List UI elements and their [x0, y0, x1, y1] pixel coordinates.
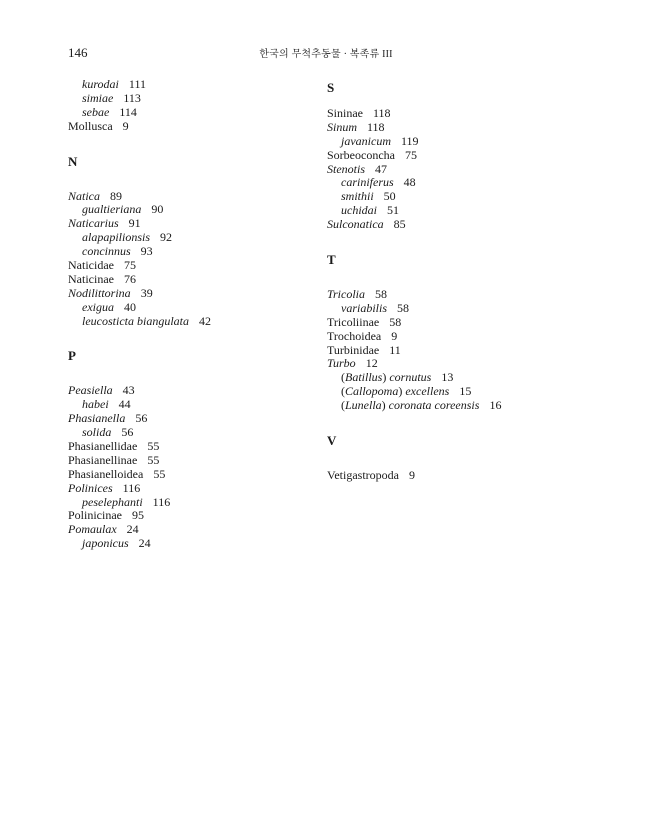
index-entry-page: 91	[128, 216, 141, 231]
index-entry	[327, 176, 501, 190]
index-entry-page: 95	[132, 508, 144, 523]
index-group-p	[68, 384, 211, 551]
index-entry-term: Phasianella	[68, 411, 126, 426]
index-entry	[327, 218, 501, 232]
index-entry-page: 11	[389, 342, 401, 357]
index-entry-term-part: )	[398, 384, 406, 399]
index-entry-page: 56	[135, 411, 148, 426]
index-entry-page: 43	[122, 383, 135, 398]
index-entry	[327, 469, 501, 483]
index-entry-term: cariniferus	[341, 175, 394, 190]
index-entry	[327, 204, 501, 218]
index-entry	[68, 259, 211, 273]
index-column-right	[327, 78, 501, 483]
index-entry-term: Polinicinae	[68, 508, 122, 523]
index-entry	[68, 398, 211, 412]
index-entry-term: japonicus	[82, 536, 129, 551]
index-entry-page: 76	[123, 271, 136, 286]
index-entry-term: Phasianellinae	[68, 452, 138, 467]
index-entry-term: Natica	[68, 188, 100, 203]
index-entry-page: 114	[119, 104, 137, 119]
index-entry-page: 55	[153, 466, 166, 481]
index-entry-term: Mollusca	[68, 118, 113, 133]
index-entry-page: 85	[393, 217, 406, 232]
index-entry-page: 50	[383, 189, 396, 204]
index-entry-term-part: (	[341, 398, 345, 413]
index-entry-page: 51	[387, 203, 399, 218]
index-entry-term-part: Lunella	[345, 398, 382, 413]
index-entry-term-part: (	[341, 370, 345, 385]
index-entry	[68, 120, 211, 134]
index-entry-term: Turbo	[327, 356, 356, 371]
index-entry	[68, 509, 211, 523]
index-group-continued	[68, 78, 211, 134]
index-entry-page: 24	[126, 522, 139, 537]
index-entry	[68, 231, 211, 245]
index-entry	[327, 316, 501, 330]
index-entry-page: 58	[375, 287, 388, 302]
index-entry-page: 93	[140, 244, 153, 259]
index-entry-term: Naticidae	[68, 258, 114, 273]
index-entry-term: Nodilittorina	[68, 285, 131, 300]
index-entry-term: alapapilionsis	[82, 230, 151, 245]
index-entry-term-part: cornutus	[389, 370, 432, 385]
index-entry-term: Stenotis	[327, 161, 365, 176]
index-entry	[68, 315, 211, 329]
index-entry-page: 116	[122, 480, 141, 495]
index-entry-term: Sinum	[327, 119, 357, 134]
index-group-n	[68, 190, 211, 329]
index-entry	[327, 344, 501, 358]
index-entry-term: kurodai	[82, 77, 119, 91]
index-entry	[68, 496, 211, 510]
running-title: 한국의 무척추동물 · 복족류 III	[259, 49, 393, 60]
index-entry-term: Naticarius	[68, 216, 119, 231]
index-entry-term: Sorbeoconcha	[327, 147, 395, 162]
index-entry-term: Sulconatica	[327, 217, 384, 232]
index-entry	[327, 357, 501, 371]
index-entry-page: 42	[199, 313, 211, 328]
index-entry-page: 75	[404, 147, 417, 162]
index-entry-term: concinnus	[82, 244, 131, 259]
index-entry-term-part: (	[341, 384, 345, 399]
index-entry-page: 58	[389, 314, 402, 329]
index-entry-page: 75	[123, 258, 136, 273]
index-entry	[327, 371, 501, 385]
index-entry	[327, 107, 501, 121]
index-entry	[68, 190, 211, 204]
index-entry-term-part: Batillus	[345, 370, 383, 385]
index-entry-page: 9	[122, 118, 129, 133]
index-entry	[68, 468, 211, 482]
index-entry-page: 111	[128, 77, 146, 91]
index-entry-page: 118	[367, 119, 385, 134]
index-entry	[68, 273, 211, 287]
index-entry-term: sebae	[82, 104, 110, 119]
index-letter-p: P	[68, 348, 76, 364]
index-entry-page: 90	[151, 202, 164, 217]
index-entry-term: exigua	[82, 299, 114, 314]
index-entry-page: 89	[110, 188, 122, 203]
index-entry-page: 9	[408, 468, 415, 483]
index-entry-term: Tricolia	[327, 287, 366, 302]
index-entry-term: Vetigastropoda	[327, 468, 399, 483]
index-entry-page: 56	[121, 425, 134, 440]
index-entry	[327, 163, 501, 177]
index-entry	[327, 121, 501, 135]
index-entry-page: 47	[375, 161, 387, 176]
index-entry-page: 119	[401, 133, 419, 148]
index-entry-page: 118	[373, 106, 391, 120]
index-entry	[68, 301, 211, 315]
index-entry	[68, 384, 211, 398]
index-entry	[327, 190, 501, 204]
index-entry-term: smithii	[341, 189, 374, 204]
index-entry-term-part: excellens	[405, 384, 450, 399]
index-entry-term: Trochoidea	[327, 328, 382, 343]
index-entry-term: leucosticta biangulata	[82, 313, 189, 328]
index-entry-page: 13	[441, 370, 454, 385]
index-entry-page: 44	[118, 397, 131, 412]
index-entry	[68, 482, 211, 496]
index-entry-page: 12	[365, 356, 378, 371]
index-letter-v: V	[327, 433, 337, 449]
index-group-s	[327, 107, 501, 232]
index-entry	[68, 426, 211, 440]
index-entry-page: 39	[140, 285, 153, 300]
index-entry	[68, 106, 211, 120]
index-entry	[327, 399, 501, 413]
index-entry-page: 24	[138, 536, 151, 551]
index-letter-n: N	[68, 153, 78, 169]
index-column-left	[68, 78, 211, 551]
index-entry-page: 48	[403, 175, 416, 190]
page-number: 146	[68, 45, 88, 60]
index-entry-term: Pomaulax	[68, 522, 117, 537]
index-entry-term-part: )	[381, 398, 389, 413]
index-entry	[327, 385, 501, 399]
index-entry-term: Polinices	[68, 480, 113, 495]
index-entry-term: Sininae	[327, 106, 363, 120]
index-entry-page: 16	[489, 398, 502, 413]
index-entry	[327, 302, 501, 316]
index-entry-page: 9	[391, 328, 398, 343]
index-entry	[68, 412, 211, 426]
index-entry-term: simiae	[82, 90, 114, 105]
index-entry	[68, 203, 211, 217]
index-entry	[68, 454, 211, 468]
index-entry-page: 116	[152, 494, 171, 509]
index-entry	[68, 537, 211, 551]
index-entry-term: variabilis	[341, 300, 388, 315]
index-group-t	[327, 288, 501, 413]
index-entry-term: Phasianelloidea	[68, 466, 144, 481]
index-entry-term: Phasianellidae	[68, 439, 138, 454]
index-entry-term-part: coronata coreensis	[388, 398, 480, 413]
index-entry	[68, 78, 211, 92]
index-entry-page: 55	[147, 452, 160, 467]
index-entry-term: Naticinae	[68, 271, 114, 286]
index-entry	[327, 135, 501, 149]
index-letter-t: T	[327, 252, 336, 268]
index-entry-term-part: Callopoma	[345, 384, 399, 399]
index-entry-term: Turbinidae	[327, 342, 380, 357]
index-entry-term: uchidai	[341, 203, 377, 218]
index-entry-page: 55	[147, 439, 160, 454]
index-entry-page: 113	[123, 90, 141, 105]
index-entry	[68, 287, 211, 301]
index-entry-term: Tricoliinae	[327, 314, 380, 329]
index-entry-page: 40	[124, 299, 136, 314]
index-entry	[327, 149, 501, 163]
index-entry-term-part: )	[382, 370, 390, 385]
index-entry-term: habei	[82, 397, 109, 412]
index-entry-term: solida	[82, 425, 112, 440]
index-entry	[68, 440, 211, 454]
index-entry-page: 58	[397, 300, 410, 315]
index-entry-page: 92	[160, 230, 173, 245]
index-letter-s: S	[327, 80, 335, 95]
index-entry	[68, 92, 211, 106]
index-entry-page: 15	[459, 384, 472, 399]
index-group-v	[327, 469, 501, 483]
index-entry-term: Peasiella	[68, 383, 113, 398]
index-entry-term: gualtieriana	[82, 202, 142, 217]
index-entry	[68, 523, 211, 537]
index-entry	[68, 245, 211, 259]
index-entry-term: javanicum	[341, 133, 391, 148]
index-entry	[327, 330, 501, 344]
index-entry-term: peselephanti	[82, 494, 143, 509]
index-entry	[68, 217, 211, 231]
index-entry	[327, 288, 501, 302]
